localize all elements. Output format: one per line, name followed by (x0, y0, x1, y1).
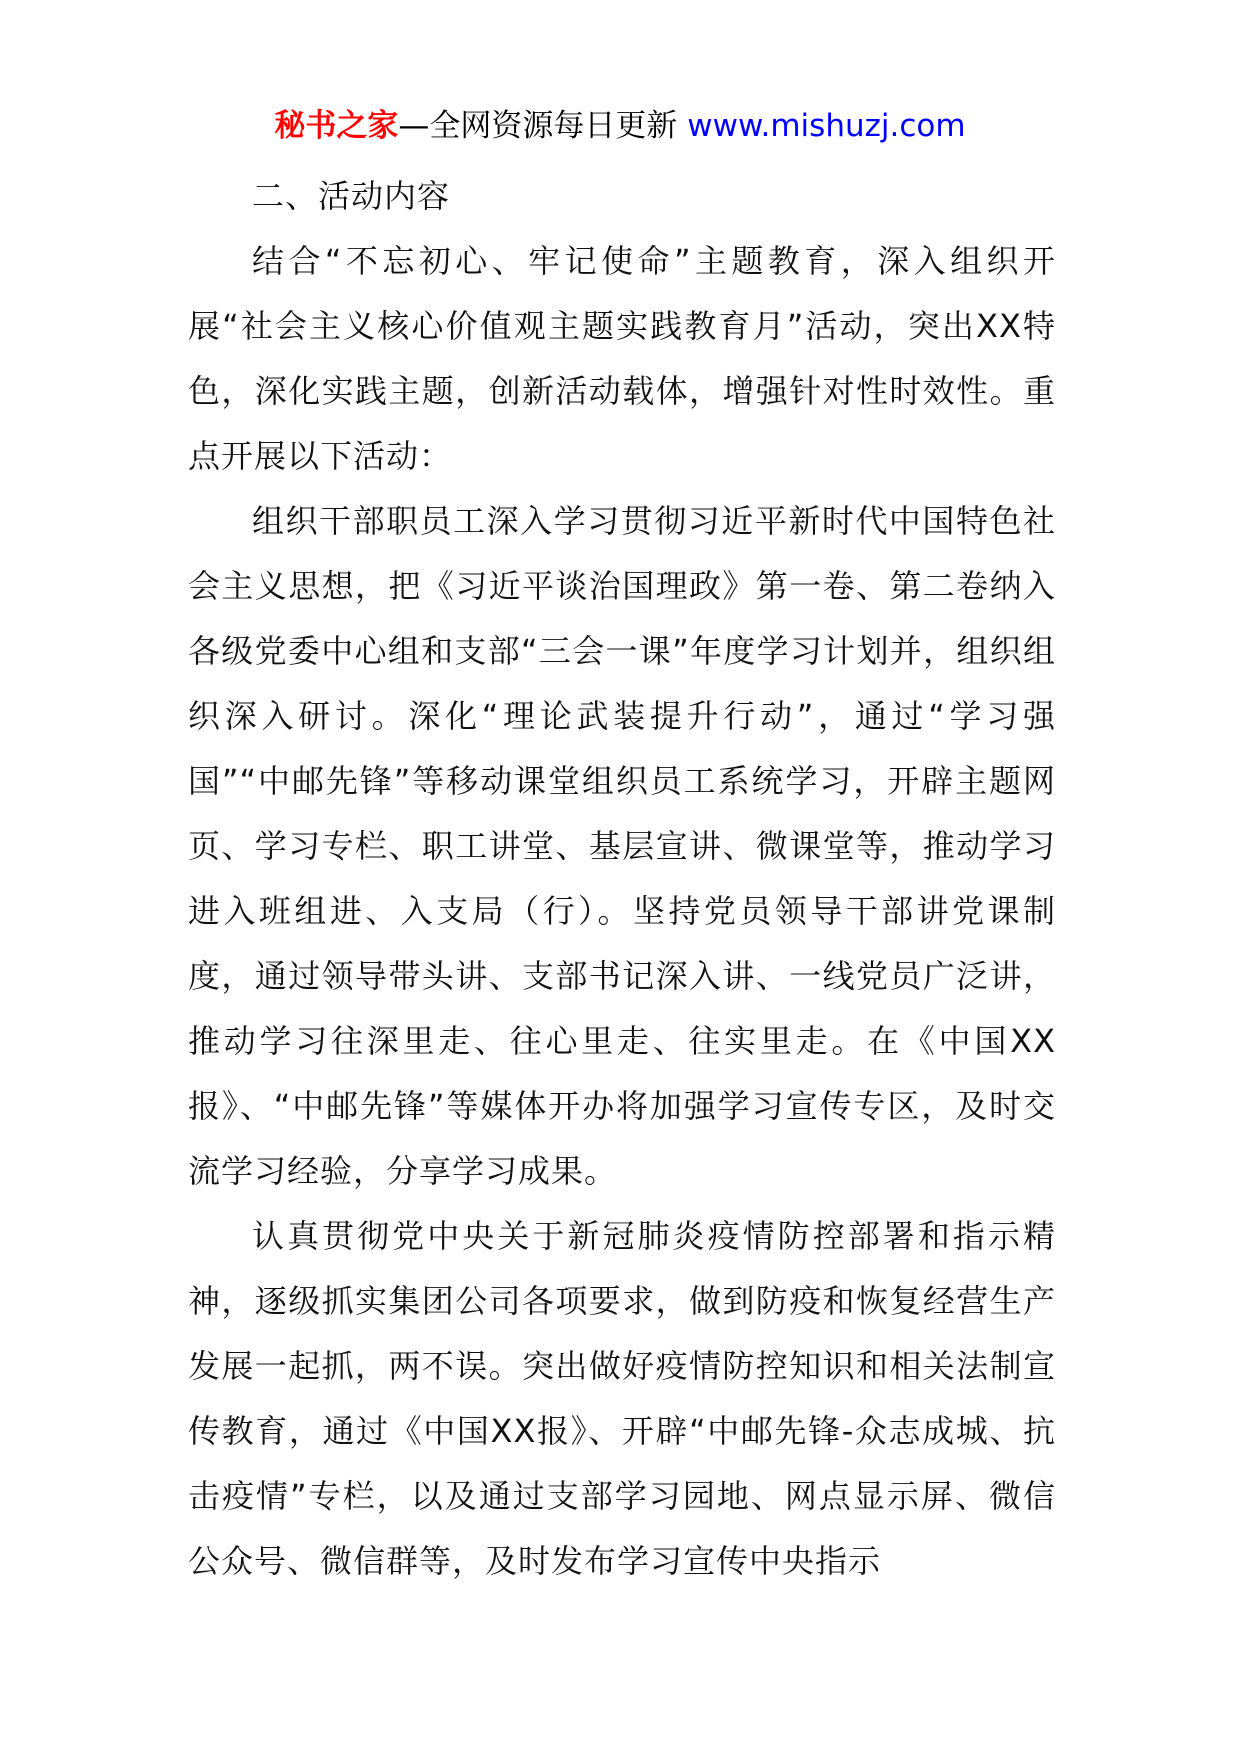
paragraph-intro: 结合“不忘初心、牢记使命”主题教育，深入组织开展“社会主义核心价值观主题实践教育月”活动，突出XX特色，深化实践主题，创新活动载体，增强针对性时效性。重点开展以下活动： (188, 242, 1056, 475)
site-header (0, 104, 1240, 148)
site-url-link[interactable]: www.mishuzj.com (687, 108, 966, 144)
paragraph-epidemic: 认真贯彻党中央关于新冠肺炎疫情防控部署和指示精神，逐级抓实集团公司各项要求，做到防疫和恢复经营生产发展一起抓，两不误。突出做好疫情防控知识和相关法制宣传教育，通过《中国XX报》、开辟“中邮先锋-众志成城、抗击疫情”专栏，以及通过支部学习园地、网点显示屏、微信公众号、微信群等，及时发布学习宣传中央指示 (188, 1217, 1056, 1580)
header-slogan: —全网资源每日更新 (398, 108, 688, 144)
section-heading: 二、活动内容 (252, 177, 451, 215)
brand-name: 秘书之家 (274, 108, 399, 144)
document-body (188, 164, 1056, 1594)
paragraph-study: 组织干部职员工深入学习贯彻习近平新时代中国特色社会主义思想，把《习近平谈治国理政》第一卷、第二卷纳入各级党委中心组和支部“三会一课”年度学习计划并，组织组织深入研讨。深化“理论武装提升行动”，通过“学习强国”“中邮先锋”等移动课堂组织员工系统学习，开辟主题网页、学习专栏、职工讲堂、基层宣讲、微课堂等，推动学习进入班组进、入支局（行）。坚持党员领导干部讲党课制度，通过领导带头讲、支部书记深入讲、一线党员广泛讲，推动学习往深里走、往心里走、往实里走。在《中国XX报》、“中邮先锋”等媒体开办将加强学习宣传专区，及时交流学习经验，分享学习成果。 (188, 502, 1056, 1190)
